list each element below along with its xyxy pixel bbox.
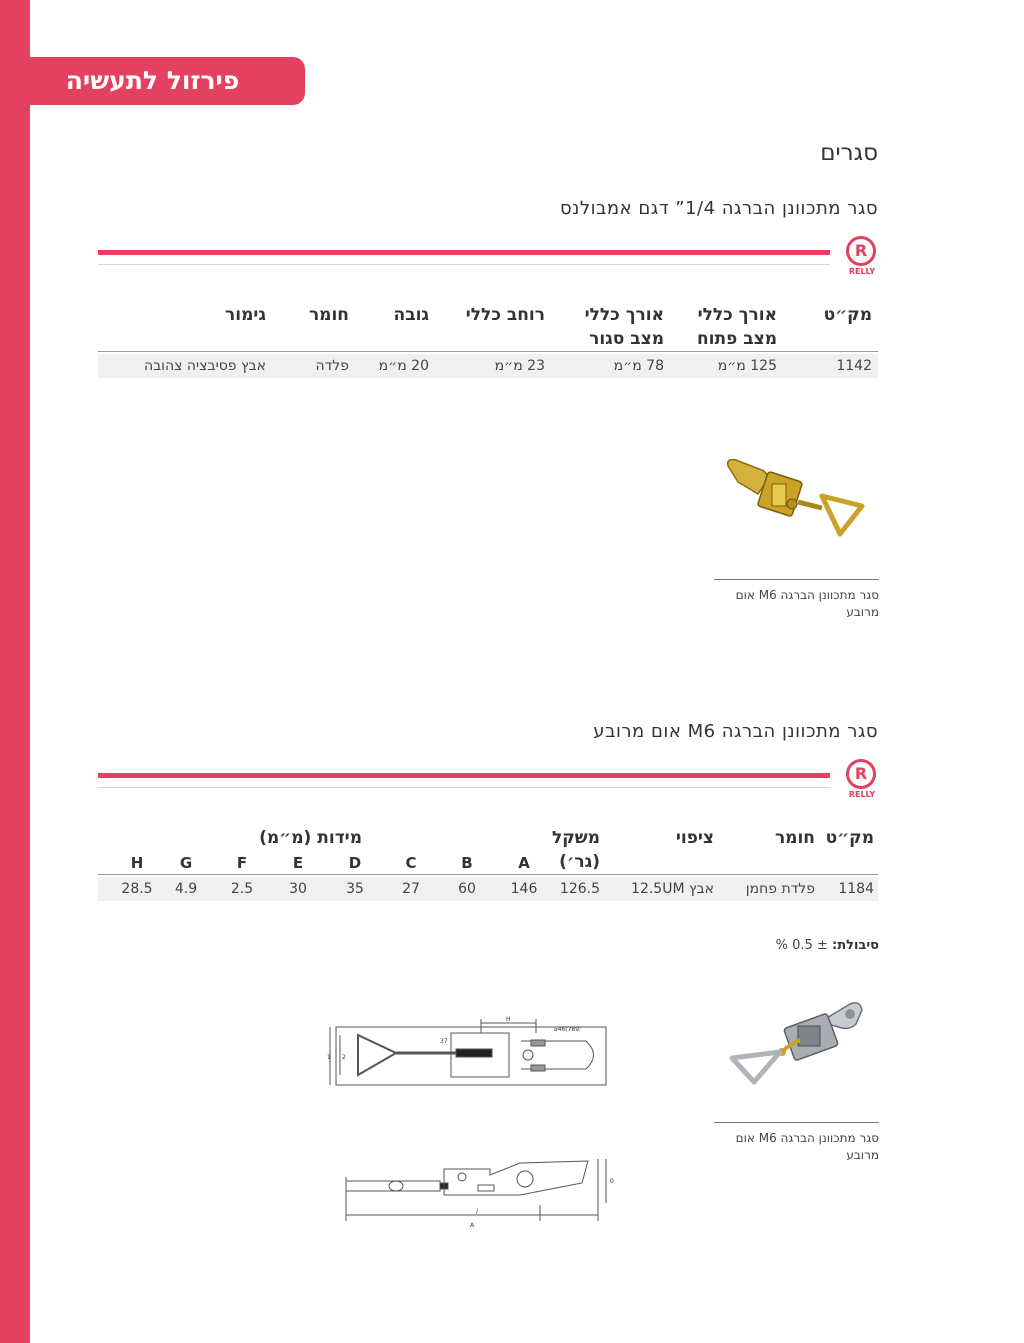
header-width: רוחב כללי bbox=[465, 305, 545, 325]
product1-grey-rule bbox=[98, 264, 830, 265]
cell2-sku: 1184 bbox=[838, 881, 874, 897]
dim-letter-f: F bbox=[236, 854, 248, 872]
drawing-label-h: H bbox=[506, 1016, 511, 1023]
technical-drawing-side-view bbox=[340, 1155, 622, 1229]
header2-plating: ציפוי bbox=[675, 828, 714, 848]
product1-red-rule bbox=[98, 250, 830, 255]
cell2-weight: 126.5 bbox=[559, 881, 600, 897]
cell-closed-length: 78 מ״מ bbox=[613, 358, 664, 374]
dim-letter-e: E bbox=[292, 854, 304, 872]
product2-grey-rule bbox=[98, 787, 830, 788]
relly-logo bbox=[843, 236, 881, 280]
header-sku: מק״ט bbox=[823, 305, 872, 325]
dim-letter-a: A bbox=[518, 854, 530, 872]
relly-logo-text: RELLY bbox=[848, 267, 876, 276]
drawing-label-2: 2 bbox=[342, 1054, 346, 1061]
header2-weight bbox=[552, 826, 600, 874]
header-closed-length bbox=[585, 303, 664, 351]
cell2-dim-b: 60 bbox=[458, 881, 476, 897]
cell2-dim-h: 28.5 bbox=[121, 881, 153, 897]
product1-image-caption: סגר מתכוונן הברגה M6 אום מרובע bbox=[735, 588, 879, 619]
dim-letter-d: D bbox=[348, 854, 362, 872]
relly-logo-text-2: RELLY bbox=[848, 790, 876, 799]
section-title: סגרים bbox=[820, 140, 878, 166]
product1-table-rule bbox=[98, 351, 878, 352]
cell-finish: אבץ פסיבציה צהובה bbox=[143, 358, 266, 374]
cell2-plating: אבץ 12.5UM bbox=[631, 881, 714, 897]
tolerance-label: סיבולת: bbox=[832, 938, 879, 953]
dim-letter-h: H bbox=[130, 854, 144, 872]
cell-width: 23 מ״מ bbox=[494, 358, 545, 374]
cell2-dim-f: 2.5 bbox=[230, 881, 254, 897]
product2-caption-rule bbox=[714, 1122, 879, 1123]
cell-material: פלדה bbox=[315, 358, 349, 374]
tolerance-note bbox=[776, 938, 879, 953]
product2-image-caption: סגר מתכוונן הברגה M6 אום מרובע bbox=[735, 1131, 879, 1162]
cell2-dim-e: 30 bbox=[289, 881, 307, 897]
drawing-label-hole: ⌀46(789: bbox=[554, 1026, 582, 1033]
drawing-label-37: 37 bbox=[440, 1038, 448, 1045]
category-tab: פירזול לתעשיה bbox=[0, 57, 305, 105]
drawing-label-o: 0 bbox=[610, 1178, 614, 1185]
product2-red-rule bbox=[98, 773, 830, 778]
header2-weight-line2: (גר׳) bbox=[559, 852, 600, 872]
relly-logo-icon: R bbox=[846, 236, 876, 266]
yellow-latch-image bbox=[722, 452, 870, 544]
header2-weight-line1: משקל bbox=[552, 828, 600, 848]
header-open-length-line2: מצב פתוח bbox=[697, 329, 777, 349]
header-closed-length-line1: אורך כללי bbox=[584, 305, 664, 325]
technical-drawing-top-view bbox=[326, 1015, 616, 1095]
cell2-dim-d: 35 bbox=[346, 881, 364, 897]
relly-logo-icon-2: R bbox=[846, 759, 876, 789]
cell-height: 20 מ״מ bbox=[378, 358, 429, 374]
relly-logo-2 bbox=[843, 759, 881, 803]
header-open-length-line1: אורך כללי bbox=[697, 305, 777, 325]
cell-sku: 1142 bbox=[836, 358, 872, 374]
header2-material: חומר bbox=[774, 828, 815, 848]
cell2-dim-g: 4.9 bbox=[174, 881, 198, 897]
header-material: חומר bbox=[308, 305, 349, 325]
product2-table-rule bbox=[98, 874, 878, 875]
cell2-dim-c: 27 bbox=[402, 881, 420, 897]
cell2-material: פלדת פחמן bbox=[745, 881, 815, 897]
header-open-length bbox=[697, 303, 777, 351]
header2-dimensions: מידות (מ״מ) bbox=[259, 828, 362, 848]
header2-sku: מק״ט bbox=[825, 828, 874, 848]
product1-title: סגר מתכוונן הברגה 1/4” דגם אמבולנס bbox=[559, 198, 878, 219]
header-finish: גימור bbox=[225, 305, 266, 325]
drawing-label-1: 1 bbox=[327, 1054, 331, 1061]
side-accent-bar bbox=[0, 0, 30, 1343]
dim-letter-c: C bbox=[405, 854, 417, 872]
cell2-dim-a: 146 bbox=[510, 881, 538, 897]
tolerance-value: ± 0.5 % bbox=[775, 938, 828, 953]
dim-letter-g: G bbox=[179, 854, 193, 872]
header-closed-length-line2: מצב סגור bbox=[589, 329, 664, 349]
cell-open-length: 125 מ״מ bbox=[717, 358, 777, 374]
silver-latch-image bbox=[724, 994, 870, 1092]
drawing-label-a: A bbox=[470, 1222, 475, 1229]
header-height: גובה bbox=[393, 305, 429, 325]
drawing-label-slash: / bbox=[476, 1208, 479, 1215]
product1-caption-rule bbox=[714, 579, 879, 580]
product2-title: סגר מתכוונן הברגה M6 אום מרובע bbox=[593, 721, 878, 742]
dim-letter-b: B bbox=[461, 854, 473, 872]
